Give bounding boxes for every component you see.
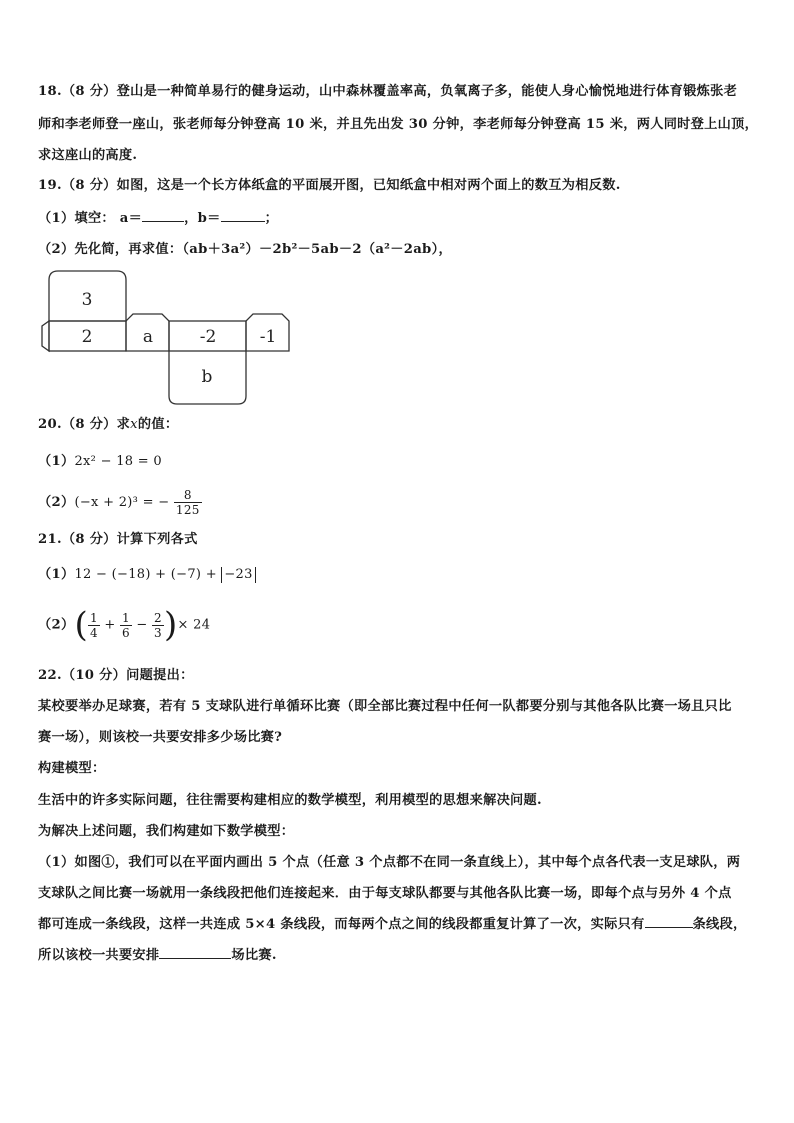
q19-part1-suffix: ； [264,211,279,226]
q22-title: 22.（10 分）问题提出： [38,668,194,683]
q21-tail: × 24 [177,617,211,633]
net-label-bottom: b [201,367,213,387]
q21-f3-num: 2 [154,610,162,625]
q22-line8 [38,909,758,940]
q21-part1 [38,559,758,590]
answer-blank-matches[interactable] [159,946,231,959]
q20-title [38,409,758,440]
q19-part1-prefix: （1）填空： a＝ [38,211,143,226]
q21-title: 21.（8 分）计算下列各式 [38,532,198,547]
q21-p1-expr: 12 − (−18) + (−7) + [74,567,222,582]
answer-blank-b[interactable] [221,209,265,222]
q20-p2-label: （2） [38,495,75,510]
q22-line1: 某校要举办足球赛，若有 5 支球队进行单循环比赛（即全部比赛过程中任何一队都要分别与其他各队比赛一场且只比 [38,699,732,714]
net-label-right: -1 [259,327,277,347]
q20-title-var: x [130,417,138,432]
q19-title: 19.（8 分）如图，这是一个长方体纸盒的平面展开图，已知纸盒中相对两个面上的数互为相反数. [38,178,621,193]
q21-f1-den: 4 [90,625,98,640]
q22-line9-a: 所以该校一共要安排 [38,948,160,963]
q22-line2: 赛一场），则该校一共要安排多少场比赛? [38,730,283,745]
q21-frac-1 [88,611,100,640]
q21-right-paren: ) [163,605,178,645]
net-label-center: -2 [199,327,217,347]
q21-left-paren: ( [74,605,89,645]
q18-line1: 18.（8 分）登山是一种简单易行的健身运动，山中森林覆盖率高，负氧离子多，能使人身心愉悦地进行体育锻炼张老 [38,84,738,99]
box-net-diagram [38,268,298,412]
q22-line8-b: 条线段， [692,917,747,932]
q22-line5: 为解决上述问题，我们构建如下数学模型： [38,824,295,839]
net-label-a: a [142,327,154,347]
q19-part1 [38,203,758,234]
q20-frac-num: 8 [174,488,202,503]
answer-blank-segments[interactable] [645,915,693,928]
q21-f2-den: 6 [122,625,130,640]
q21-part2: （2）( $\frac{1}{4}$ + $\frac{1}{6}$ − $\frac{2}{3}$ )× 24 [38,605,211,645]
net-label-left: 2 [81,327,93,347]
q20-frac-den: 125 [175,503,200,517]
net-label-top: 3 [81,290,93,310]
q18-line2: 师和李老师登一座山，张老师每分钟登高 10 米，并且先出发 30 分钟，李老师每分钟登高 15 米，两人同时登上山顶， [38,117,759,132]
q21-frac-2 [120,611,132,640]
q21-p1-abs: −23 [221,567,255,583]
q22-line8-a: 都可连成一条线段，这样一共连成 5×4 条线段，而每两个点之间的线段都重复计算了一次，实际只有 [38,917,645,932]
net-tab-left [42,321,49,351]
q18-line3: 求这座山的高度. [38,148,138,163]
q21-f3-den: 3 [154,625,162,640]
q22-line3: 构建模型： [38,761,106,776]
q21-f2-num: 1 [122,610,130,625]
q22-line4: 生活中的许多实际问题，往往需要构建相应的数学模型，利用模型的思想来解决问题. [38,793,542,808]
q21-f1-num: 1 [90,610,98,625]
q20-p2-lhs: (−x + 2)³ = − [74,495,170,510]
q19-part1-mid: ，b＝ [184,211,221,226]
q21-p1-label: （1） [38,567,75,582]
q21-p2-label: （2） [38,617,75,633]
q21-frac-3 [152,611,164,640]
q20-p1-expr: 2x² − 18 = 0 [74,454,162,469]
q20-title-text: 20.（8 分）求 [38,417,131,432]
q22-line9 [38,940,758,971]
q22-line9-b: 场比赛. [231,948,277,963]
q22-line7: 支球队之间比赛一场就用一条线段把他们连接起来．由于每支球队都要与其他各队比赛一场，即每个点与另外 4 个点 [38,886,732,901]
q20-p1-label: （1） [38,454,75,469]
answer-blank-a[interactable] [142,209,184,222]
q20-part1 [38,446,758,477]
q19-part2: （2）先化简，再求值：（ab＋3a²）－2b²－5ab－2（a²－2ab）， [38,242,452,257]
q20-part2 [38,487,758,518]
q20-title-suffix: 的值： [137,417,179,432]
q22-line6: （1）如图①，我们可以在平面内画出 5 个点（任意 3 个点都不在同一条直线上），其中每个点各代表一支足球队，两 [38,855,741,870]
q20-p2-fraction [174,488,202,517]
